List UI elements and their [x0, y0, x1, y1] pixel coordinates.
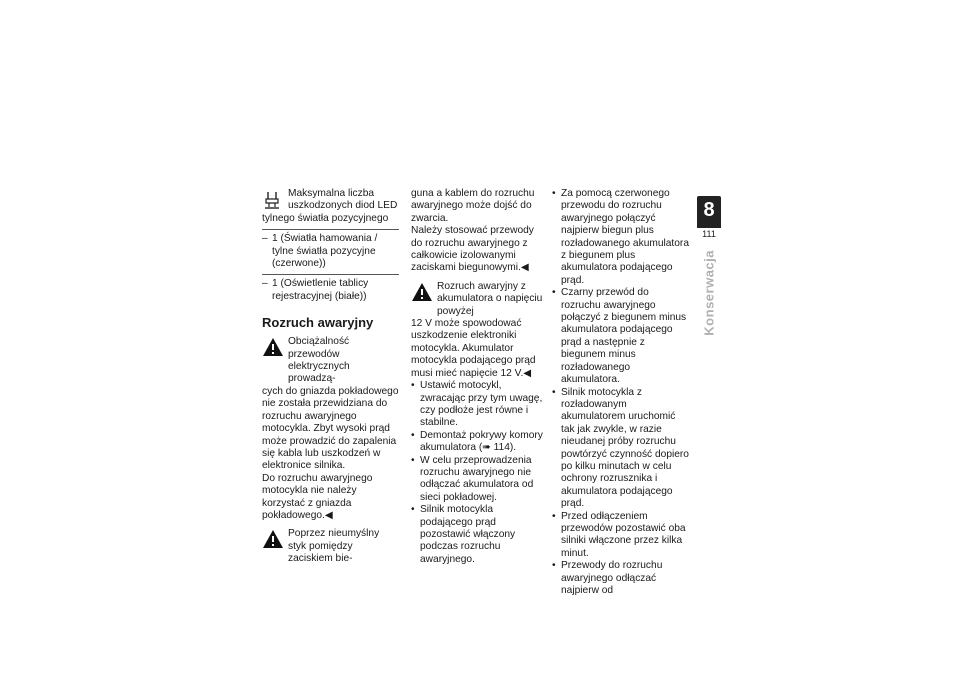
note-line-3: tylnego światła pozycyjnego	[262, 212, 389, 224]
warning-triangle-icon	[411, 282, 433, 304]
continued-text: guna a kablem do rozruchu awaryjnego może dojść do zwarcia.	[411, 188, 535, 224]
list-item: • Silnik motocykla z rozładowanym akumulatorem uruchomić tak jak zwykle, w razie nieudanej próby rozruchu powtórzyć czynność dopiero po kilku minutach w celu ochrony rozrusznika i akumulatora podającego prąd.	[552, 387, 689, 511]
warning-1-lead: Obciążalność przewodów elektrycznych prowadzą-	[288, 336, 350, 385]
column-1	[262, 188, 399, 566]
spec-item-plate-light: – 1 (Oświetlenie tablicy rejestracyjnej (białe))	[262, 278, 399, 303]
led-spec-note	[262, 188, 399, 225]
warning-triangle-icon	[262, 337, 284, 359]
list-item: • Silnik motocykla podającego prąd pozostawić włączony podczas rozruchu awaryjnego.	[411, 504, 548, 566]
list-item: • Za pomocą czerwonego przewodu do rozruchu awaryjnego połączyć najpierw biegun plus rozładowanego akumulatora z biegunem plus akumulatora podającego prąd.	[552, 188, 689, 287]
warning-note-2	[262, 528, 399, 565]
section-heading: Rozruch awaryjny	[262, 315, 374, 331]
warning-note-3	[411, 281, 548, 380]
warning-note-1	[262, 336, 399, 472]
list-item: • Przewody do rozruchu awaryjnego odłączać najpierw od	[552, 560, 689, 597]
list-item: • Przed odłączeniem przewodów pozostawić oba silniki włączone przez kilka minut.	[552, 511, 689, 561]
column-2	[411, 188, 548, 566]
warning-2-lead: Poprzez nieumyślny styk pomiędzy zaciskiem bie-	[288, 528, 380, 565]
divider	[262, 229, 399, 230]
warning-1-text: cych do gniazda pokładowego nie została przewidziana do rozruchu awaryjnego motocykla. Zbyt wysoki prąd może prowadzić do zapalenia się kabla lub uszkodzeń w elektronice silnika.	[262, 385, 399, 472]
page-number: 111	[697, 228, 721, 240]
list-item: • W celu przeprowadzenia rozruchu awaryjnego nie odłączać akumulatora od sieci pokładowej.	[411, 455, 548, 505]
column-3	[552, 188, 689, 597]
paragraph: Należy stosować przewody do rozruchu awaryjnego z całkowicie izolowanymi zaciskami biegunowymi.◀	[411, 225, 534, 274]
warning-3-lead: Rozruch awaryjny z akumulatora o napięciu powyżej	[437, 280, 543, 317]
paragraph: Do rozruchu awaryjnego motocykla nie należy korzystać z gniazda pokładowego.◀	[262, 472, 373, 521]
section-title-text: Konserwacja	[701, 250, 717, 336]
list-item: • Czarny przewód do rozruchu awaryjnego połączyć z biegunem minus akumulatora podającego prąd a następnie z biegunem minus rozładowanego akumulatora.	[552, 287, 689, 386]
list-item: • Demontaż pokrywy komory akumulatora (➠ 114).	[411, 430, 548, 455]
spec-item-brake-lights: – 1 (Światła hamowania / tylne światła pozycyjne (czerwone))	[262, 233, 399, 270]
note-line-1: Maksymalna liczba	[288, 188, 375, 199]
chapter-number: 8	[703, 199, 715, 221]
note-line-2: uszkodzonych diod LED	[288, 200, 398, 212]
bulb-spec-icon	[262, 189, 284, 211]
warning-triangle-icon	[262, 529, 284, 551]
section-title	[692, 250, 726, 346]
warning-3-text: 12 V może spowodować uszkodzenie elektroniki motocykla. Akumulator motocykla podającego prąd musi mieć napięcie 12 V.◀	[411, 318, 536, 379]
list-item: • Ustawić motocykl, zwracając przy tym uwagę, czy podłoże jest równe i stabilne.	[411, 380, 548, 430]
divider	[262, 274, 399, 275]
